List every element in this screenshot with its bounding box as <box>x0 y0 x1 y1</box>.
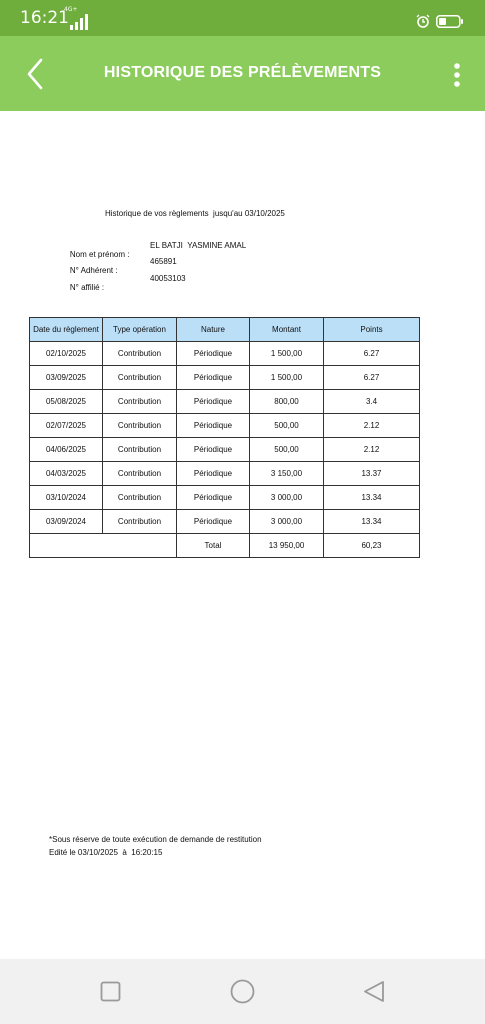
type-cell: Contribution <box>103 366 177 390</box>
date-cell: 04/06/2025 <box>30 438 103 462</box>
total-amount: 13 950,00 <box>250 534 324 558</box>
column-header: Type opération <box>103 318 177 342</box>
info-value: 465891 <box>150 257 177 266</box>
page-title: HISTORIQUE DES PRÉLÈVEMENTS <box>103 64 382 81</box>
status-bar <box>0 0 485 36</box>
type-cell: Contribution <box>103 414 177 438</box>
app-bar <box>0 36 485 111</box>
network-type: 4G+ <box>64 6 78 13</box>
signal-icon <box>68 14 90 30</box>
info-value: 40053103 <box>150 274 186 283</box>
table-total-row <box>30 534 420 558</box>
amount-cell: 3 000,00 <box>250 510 324 534</box>
type-cell: Contribution <box>103 438 177 462</box>
points-cell: 2.12 <box>324 414 420 438</box>
info-value: EL BATJI YASMINE AMAL <box>150 241 247 250</box>
alarm-icon <box>416 14 430 28</box>
type-cell: Contribution <box>103 390 177 414</box>
points-cell: 13.34 <box>324 486 420 510</box>
type-cell: Contribution <box>103 342 177 366</box>
type-cell: Contribution <box>103 510 177 534</box>
points-cell: 3.4 <box>324 390 420 414</box>
nature-cell: Périodique <box>177 366 250 390</box>
table-row <box>30 438 420 462</box>
info-label: N° Adhérent : <box>69 266 118 275</box>
table-row <box>30 390 420 414</box>
payments-table <box>29 317 420 558</box>
column-header: Date du règlement <box>30 318 103 342</box>
nature-cell: Périodique <box>177 414 250 438</box>
column-header: Points <box>324 318 420 342</box>
recent-apps-icon[interactable] <box>100 981 121 1002</box>
document-title: Historique de vos règlements jusqu'au 03/10/2025 <box>105 209 285 218</box>
points-cell: 13.34 <box>324 510 420 534</box>
date-cell: 05/08/2025 <box>30 390 103 414</box>
date-cell: 03/10/2024 <box>30 486 103 510</box>
system-nav-bar <box>0 959 485 1024</box>
info-row-affilie <box>61 274 186 310</box>
date-cell: 03/09/2024 <box>30 510 103 534</box>
footnote-edit-date: Edité le 03/10/2025 à 16:20:15 <box>49 848 163 857</box>
status-time: 16:21 <box>20 8 69 28</box>
type-cell: Contribution <box>103 486 177 510</box>
empty-cell <box>30 534 177 558</box>
total-points: 60,23 <box>324 534 420 558</box>
column-header: Montant <box>250 318 324 342</box>
footnote-disclaimer: *Sous réserve de toute exécution de demande de restitution <box>49 835 262 844</box>
date-cell: 02/10/2025 <box>30 342 103 366</box>
info-label: Nom et prénom : <box>69 250 130 259</box>
table-row <box>30 366 420 390</box>
amount-cell: 3 000,00 <box>250 486 324 510</box>
back-nav-icon[interactable] <box>363 980 385 1003</box>
nature-cell: Périodique <box>177 510 250 534</box>
points-cell: 6.27 <box>324 342 420 366</box>
points-cell: 6.27 <box>324 366 420 390</box>
battery-icon <box>436 15 464 28</box>
table-row <box>30 462 420 486</box>
amount-cell: 500,00 <box>250 414 324 438</box>
table-row <box>30 486 420 510</box>
table-row <box>30 342 420 366</box>
home-icon[interactable] <box>230 979 255 1004</box>
document-view <box>0 111 485 959</box>
amount-cell: 800,00 <box>250 390 324 414</box>
footnote <box>49 833 262 859</box>
date-cell: 02/07/2025 <box>30 414 103 438</box>
info-label: N° affilié : <box>69 283 105 292</box>
amount-cell: 1 500,00 <box>250 342 324 366</box>
date-cell: 04/03/2025 <box>30 462 103 486</box>
table-header-row <box>30 318 420 342</box>
points-cell: 2.12 <box>324 438 420 462</box>
nature-cell: Périodique <box>177 462 250 486</box>
nature-cell: Périodique <box>177 438 250 462</box>
amount-cell: 3 150,00 <box>250 462 324 486</box>
nature-cell: Périodique <box>177 390 250 414</box>
type-cell: Contribution <box>103 462 177 486</box>
nature-cell: Périodique <box>177 342 250 366</box>
table-row <box>30 510 420 534</box>
table-row <box>30 414 420 438</box>
amount-cell: 1 500,00 <box>250 366 324 390</box>
points-cell: 13.37 <box>324 462 420 486</box>
amount-cell: 500,00 <box>250 438 324 462</box>
more-options-icon[interactable] <box>450 62 464 90</box>
total-label: Total <box>177 534 250 558</box>
nature-cell: Périodique <box>177 486 250 510</box>
date-cell: 03/09/2025 <box>30 366 103 390</box>
column-header: Nature <box>177 318 250 342</box>
